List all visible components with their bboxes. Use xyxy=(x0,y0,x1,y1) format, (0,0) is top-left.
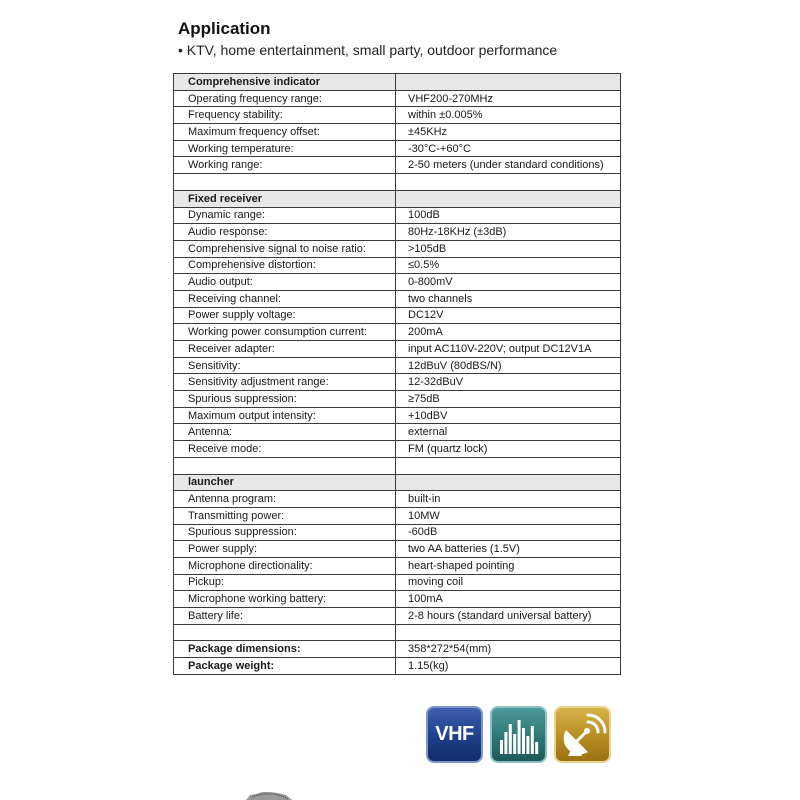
spec-label: Comprehensive distortion: xyxy=(174,257,396,274)
spec-value: 100mA xyxy=(396,591,621,608)
spec-value: 12dBuV (80dBS/N) xyxy=(396,357,621,374)
spec-label: Receive mode: xyxy=(174,441,396,458)
spec-section-row xyxy=(174,474,621,491)
spec-row xyxy=(174,274,621,291)
spec-value: -30°C-+60°C xyxy=(396,140,621,157)
spec-label xyxy=(174,174,396,191)
spec-row xyxy=(174,90,621,107)
spec-value: two channels xyxy=(396,290,621,307)
spec-row xyxy=(174,491,621,508)
spec-row xyxy=(174,290,621,307)
spec-label: Battery life: xyxy=(174,608,396,625)
equalizer-bar xyxy=(517,720,520,754)
spec-row xyxy=(174,541,621,558)
spec-label: Pickup: xyxy=(174,574,396,591)
spec-label: Antenna program: xyxy=(174,491,396,508)
spec-row xyxy=(174,224,621,241)
spec-spacer-row xyxy=(174,457,621,474)
spec-label: Microphone working battery: xyxy=(174,591,396,608)
spec-label: Working temperature: xyxy=(174,140,396,157)
spec-label: Package dimensions: xyxy=(174,641,396,658)
spec-row xyxy=(174,124,621,141)
spec-value: 200mA xyxy=(396,324,621,341)
spec-label: Audio output: xyxy=(174,274,396,291)
spec-section-row xyxy=(174,74,621,91)
spec-value: within ±0.005% xyxy=(396,107,621,124)
spec-row xyxy=(174,374,621,391)
equalizer-bar xyxy=(530,726,533,754)
spec-label: Fixed receiver xyxy=(174,190,396,207)
spec-row xyxy=(174,140,621,157)
spec-spacer-row xyxy=(174,174,621,191)
spec-value: 80Hz-18KHz (±3dB) xyxy=(396,224,621,241)
spec-row xyxy=(174,157,621,174)
spec-row xyxy=(174,240,621,257)
spec-label: Sensitivity: xyxy=(174,357,396,374)
spec-label: Spurious suppression: xyxy=(174,391,396,408)
spec-value: ≤0.5% xyxy=(396,257,621,274)
spec-row xyxy=(174,557,621,574)
spec-label: Receiver adapter: xyxy=(174,341,396,358)
spec-value xyxy=(396,624,621,641)
spec-row xyxy=(174,658,621,675)
spec-value: FM (quartz lock) xyxy=(396,441,621,458)
spec-label: Sensitivity adjustment range: xyxy=(174,374,396,391)
spec-value: 2-50 meters (under standard conditions) xyxy=(396,157,621,174)
spec-label: Dynamic range: xyxy=(174,207,396,224)
equalizer-bar xyxy=(526,736,529,754)
application-line: • KTV, home entertainment, small party, outdoor performance xyxy=(178,42,558,58)
spec-value: built-in xyxy=(396,491,621,508)
equalizer-bar xyxy=(535,742,538,754)
spec-value: 0-800mV xyxy=(396,274,621,291)
spec-value: 2-8 hours (standard universal battery) xyxy=(396,608,621,625)
spec-row xyxy=(174,524,621,541)
spec-row xyxy=(174,324,621,341)
spec-value xyxy=(396,74,621,91)
spec-value xyxy=(396,190,621,207)
equalizer-bar xyxy=(500,740,503,754)
application-heading: Application xyxy=(178,19,271,38)
spec-value: input AC110V-220V; output DC12V1A xyxy=(396,341,621,358)
spec-value: 10MW xyxy=(396,507,621,524)
spec-table xyxy=(173,73,621,675)
spec-label xyxy=(174,624,396,641)
spec-label: Power supply voltage: xyxy=(174,307,396,324)
spec-label: Working power consumption current: xyxy=(174,324,396,341)
feature-badges xyxy=(426,706,611,763)
spec-row xyxy=(174,591,621,608)
equalizer-bar xyxy=(508,724,511,754)
spec-value xyxy=(396,457,621,474)
cropped-image-fragment xyxy=(246,791,292,800)
spec-row xyxy=(174,257,621,274)
spec-value: -60dB xyxy=(396,524,621,541)
spec-row xyxy=(174,424,621,441)
spec-label: Audio response: xyxy=(174,224,396,241)
spec-value xyxy=(396,174,621,191)
spec-label: launcher xyxy=(174,474,396,491)
spec-value: 100dB xyxy=(396,207,621,224)
spec-value: 1.15(kg) xyxy=(396,658,621,675)
spec-section-row xyxy=(174,190,621,207)
spec-value: moving coil xyxy=(396,574,621,591)
spec-value: external xyxy=(396,424,621,441)
spec-label xyxy=(174,457,396,474)
spec-value: +10dBV xyxy=(396,407,621,424)
spec-row xyxy=(174,207,621,224)
spec-label: Operating frequency range: xyxy=(174,90,396,107)
spec-label: Power supply: xyxy=(174,541,396,558)
spec-value: two AA batteries (1.5V) xyxy=(396,541,621,558)
spec-row xyxy=(174,341,621,358)
spec-label: Maximum frequency offset: xyxy=(174,124,396,141)
vhf-badge-icon xyxy=(426,706,483,763)
spec-row xyxy=(174,357,621,374)
spec-row xyxy=(174,391,621,408)
spec-row xyxy=(174,407,621,424)
spec-row xyxy=(174,107,621,124)
spec-row xyxy=(174,507,621,524)
spec-label: Frequency stability: xyxy=(174,107,396,124)
spec-table-body xyxy=(174,74,621,675)
satellite-dish-icon xyxy=(554,706,611,763)
spec-value: heart-shaped pointing xyxy=(396,557,621,574)
equalizer-bar xyxy=(522,728,525,754)
spec-label: Working range: xyxy=(174,157,396,174)
spec-value: 358*272*54(mm) xyxy=(396,641,621,658)
equalizer-bar xyxy=(513,734,516,754)
spec-row xyxy=(174,608,621,625)
spec-row xyxy=(174,307,621,324)
spec-row xyxy=(174,441,621,458)
spec-value: VHF200-270MHz xyxy=(396,90,621,107)
spec-label: Maximum output intensity: xyxy=(174,407,396,424)
spec-label: Receiving channel: xyxy=(174,290,396,307)
spec-label: Transmitting power: xyxy=(174,507,396,524)
spec-label: Microphone directionality: xyxy=(174,557,396,574)
equalizer-bar xyxy=(504,732,507,754)
spec-label: Antenna: xyxy=(174,424,396,441)
spec-value: DC12V xyxy=(396,307,621,324)
spec-row xyxy=(174,574,621,591)
spec-value: >105dB xyxy=(396,240,621,257)
spec-row xyxy=(174,641,621,658)
equalizer-bars-icon xyxy=(490,706,547,763)
spec-label: Comprehensive indicator xyxy=(174,74,396,91)
vhf-badge-text: VHF xyxy=(435,723,474,745)
spec-label: Comprehensive signal to noise ratio: xyxy=(174,240,396,257)
spec-value: ±45KHz xyxy=(396,124,621,141)
spec-spacer-row xyxy=(174,624,621,641)
spec-label: Spurious suppression: xyxy=(174,524,396,541)
spec-value: ≥75dB xyxy=(396,391,621,408)
spec-value: 12-32dBuV xyxy=(396,374,621,391)
spec-value xyxy=(396,474,621,491)
spec-label: Package weight: xyxy=(174,658,396,675)
